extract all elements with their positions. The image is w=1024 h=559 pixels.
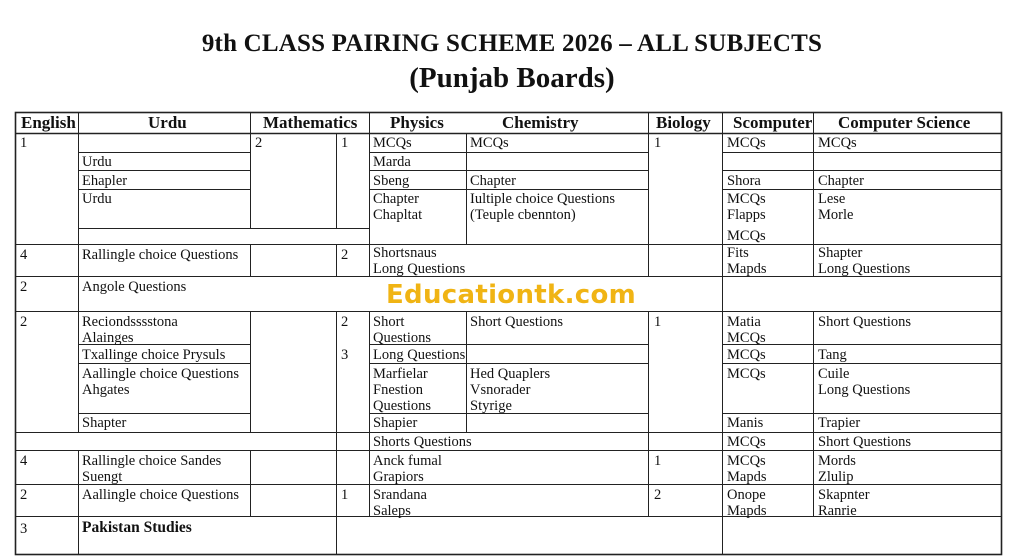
- table-cell: MCQs: [818, 135, 857, 151]
- table-cell: Alainges: [82, 330, 134, 346]
- table-cell: 2: [20, 487, 28, 503]
- column-header: Computer Science: [838, 113, 971, 132]
- column-header: Mathematics: [263, 113, 358, 132]
- table-cell: Mapds: [727, 261, 767, 277]
- table-cell: Marfielar: [373, 366, 428, 382]
- table-cell: MCQs: [470, 135, 509, 151]
- table-cell: Manis: [727, 415, 764, 431]
- table-cell: Short Questions: [470, 314, 564, 330]
- table-cell: Zlulip: [818, 469, 854, 485]
- table-cell: Shorts Questions: [373, 434, 472, 450]
- table-cell: 3: [341, 347, 349, 363]
- table-cell: MCQs: [727, 453, 766, 469]
- table-cell: Mapds: [727, 503, 767, 519]
- table-cell: 2: [20, 279, 28, 295]
- table-cell: Rallingle choice Questions: [82, 247, 239, 263]
- table-cell: 1: [654, 135, 662, 151]
- watermark-text: Educationtk.com: [386, 280, 637, 310]
- table-cell: 1: [654, 314, 662, 330]
- table-cell: Shapier: [373, 415, 418, 431]
- table-cell: Ranrie: [818, 503, 857, 519]
- table-cell: Iultiple choice Questions: [470, 191, 615, 207]
- table-cell: Chapter: [470, 173, 516, 189]
- table-cell: Grapiors: [373, 469, 424, 485]
- table-cell: Lese: [818, 191, 846, 207]
- table-cell: Reciondsssstona: [82, 314, 178, 330]
- table-cell: Marda: [373, 154, 411, 170]
- table-cell: MCQs: [727, 330, 766, 346]
- table-cell: 2: [654, 487, 662, 503]
- column-header: Scomputer: [733, 113, 813, 132]
- table-cell: Fits: [727, 245, 749, 261]
- table-cell: Long Questions: [818, 382, 911, 398]
- table-cell: Flapps: [727, 207, 766, 223]
- table-cell: Saleps: [373, 503, 411, 519]
- table-cell: Urdu: [82, 191, 112, 207]
- table-cell: Pakistan Studies: [82, 519, 192, 536]
- table-cell: Ehapler: [82, 173, 128, 189]
- table-cell: Srandana: [373, 487, 427, 503]
- page-title: 9th CLASS PAIRING SCHEME 2026 – ALL SUBJECTS: [201, 30, 823, 57]
- table-cell: Fnestion: [373, 382, 423, 398]
- column-header: Biology: [656, 113, 711, 132]
- table-cell: Matia: [727, 314, 761, 330]
- column-header: Urdu: [148, 113, 187, 132]
- table-cell: Suengt: [82, 469, 123, 485]
- table-cell: Vsnorader: [470, 382, 531, 398]
- table-cell: Questions: [373, 330, 431, 346]
- table-cell: 1: [341, 487, 349, 503]
- table-cell: 2: [20, 314, 28, 330]
- table-cell: 1: [341, 135, 349, 151]
- table-cell: MCQs: [727, 434, 766, 450]
- table-cell: 1: [654, 453, 662, 469]
- table-cell: Shora: [727, 173, 761, 189]
- table-cell: Txallinge choice Prysuls: [82, 347, 226, 363]
- table-cell: Long Questions: [373, 261, 466, 277]
- table-cell: MCQs: [727, 135, 766, 151]
- table-cell: Sbeng: [373, 173, 410, 189]
- table-cell: 4: [20, 453, 28, 469]
- table-cell: 4: [20, 247, 28, 263]
- table-cell: Short: [373, 314, 405, 330]
- table-cell: Onope: [727, 487, 766, 503]
- table-cell: Cuile: [818, 366, 850, 382]
- table-cell: MCQs: [727, 347, 766, 363]
- table-cell: 2: [341, 247, 349, 263]
- table-cell: Morle: [818, 207, 854, 223]
- table-cell: Long Questions: [373, 347, 466, 363]
- table-cell: Chapter: [818, 173, 864, 189]
- table-cell: MCQs: [373, 135, 412, 151]
- table-cell: Rallingle choice Sandes: [82, 453, 222, 469]
- table-cell: Chapter: [373, 191, 419, 207]
- table-cell: MCQs: [727, 366, 766, 382]
- table-cell: Aallingle choice Questions: [82, 487, 240, 503]
- table-cell: MCQs: [727, 191, 766, 207]
- table-cell: 1: [20, 135, 28, 151]
- table-cell: Styrige: [470, 398, 512, 414]
- column-header: Chemistry: [502, 113, 579, 132]
- table-cell: Questions: [373, 398, 431, 414]
- table-cell: Chapltat: [373, 207, 423, 223]
- table-cell: Shapter: [818, 245, 863, 261]
- table-cell: Mapds: [727, 469, 767, 485]
- table-cell: 3: [20, 521, 28, 537]
- table-cell: Tang: [818, 347, 847, 363]
- table-cell: Urdu: [82, 154, 112, 170]
- table-cell: MCQs: [727, 228, 766, 244]
- table-cell: Short Questions: [818, 434, 912, 450]
- table-cell: Skapnter: [818, 487, 870, 503]
- column-header: Physics: [390, 113, 444, 132]
- table-cell: Long Questions: [818, 261, 911, 277]
- table-cell: 2: [255, 135, 263, 151]
- table-cell: Trapier: [818, 415, 861, 431]
- table-cell: Aallingle choice Questions: [82, 366, 240, 382]
- table-cell: 2: [341, 314, 349, 330]
- table-cell: Shapter: [82, 415, 127, 431]
- table-cell: Short Questions: [818, 314, 912, 330]
- table-cell: Angole Questions: [82, 279, 187, 295]
- page-subtitle: (Punjab Boards): [409, 62, 615, 94]
- table-cell: Ahgates: [82, 382, 130, 398]
- table-cell: (Teuple cbennton): [470, 207, 576, 223]
- table-cell: Hed Quaplers: [470, 366, 551, 382]
- table-cell: Mords: [818, 453, 856, 469]
- table-cell: Anck fumal: [373, 453, 442, 469]
- column-header: English: [21, 113, 76, 132]
- table-cell: Shortsnaus: [373, 245, 437, 261]
